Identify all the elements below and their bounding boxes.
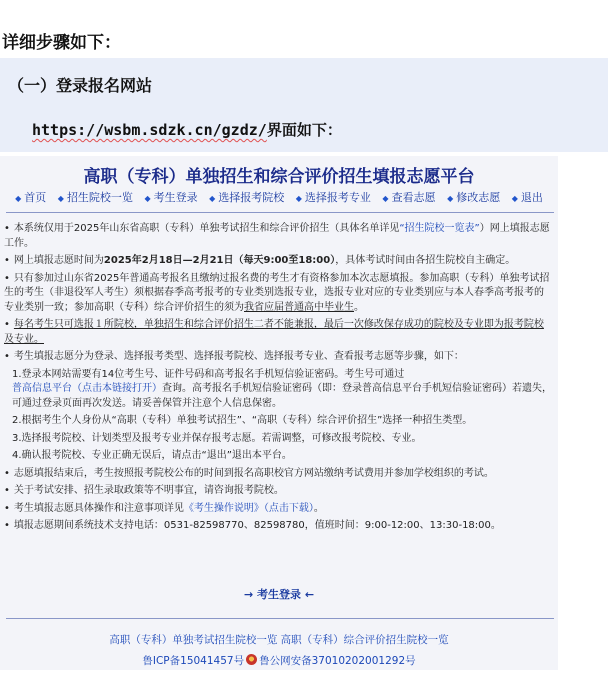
list-item: • 志愿填报结束后，考生按照报考院校公布的时间到报名高职校官方网站缴纳考试费用并参加学校组织的考试。 <box>4 467 494 479</box>
nav-item-edit-choices[interactable]: ◆ 修改志愿 <box>447 191 501 204</box>
list-item: • 填报志愿期间系统技术支持电话：0531-82598770、82598780，值班时间：9:00-12:00、13:30-18:00。 <box>4 520 501 531</box>
nav-item-login[interactable]: ◆ 考生登录 <box>144 191 198 204</box>
nav-item-choose-college[interactable]: ◆ 选择报考院校 <box>209 191 285 204</box>
diamond-bullet-icon: ◆ <box>382 194 389 203</box>
step-item: 3.选择报考院校、计划类型及报考专业并保存报考志愿。若需调整，可修改报考院校、专业。 <box>12 432 422 444</box>
site-title: 高职（专科）单独招生和综合评价招生填报志愿平台 <box>83 167 475 187</box>
list-item: • 本系统仅用于2025年山东省高职（专科）单独考试招生和综合评价招生（具体名单详见“招生院校一览表”）网上填报志愿工作。 <box>4 223 550 249</box>
list-item: • 每名考生只可选报１所院校，单独招生和综合评价招生二者不能兼报，最后一次修改保存成功的院校及专业即为报考院校及专业。 <box>4 319 544 345</box>
notice-list <box>4 222 552 537</box>
footer-divider <box>6 618 554 619</box>
list-item: • 考生填报志愿具体操作和注意事项详见《考生操作说明》（点击下载）。 <box>4 502 324 514</box>
step-item: 1.登录本网站需要有14位考生号、证件号码和高考报名手机短信验证密码。考生号可通过普高信息平台（点击本链接打开）查询。高考报名手机短信验证密码（即：登录普高信息平台手机短信验证密码）若遗失，可通过登录页面再次发送。请妥善保管并注意个人信息保密。 <box>12 368 552 409</box>
nav-item-college-list[interactable]: ◆ 招生院校一览 <box>57 191 133 204</box>
step-item: 4.确认报考院校、专业正确无误后，请点击“退出”退出本平台。 <box>12 450 292 461</box>
login-link[interactable]: → 考生登录 ← <box>243 588 315 601</box>
footer-link-comprehensive[interactable]: 高职（专科）综合评价招生院校一览 <box>280 634 449 646</box>
college-list-link[interactable]: “招生院校一览表” <box>399 223 480 234</box>
list-item: • 考生填报志愿分为登录、选择报考类型、选择报考院校、选择报考专业、查看报考志愿等步骤，如下： <box>4 351 464 362</box>
nav-item-choose-major[interactable]: ◆ 选择报考专业 <box>295 191 371 204</box>
guide-download-link[interactable]: 《考生操作说明》（点击下载） <box>183 502 314 514</box>
nav-item-logout[interactable]: ◆ 退出 <box>511 191 543 204</box>
platform-screenshot <box>0 156 558 670</box>
list-item: • 只有参加过山东省2025年普通高考报名且缴纳过报名费的考生才有资格参加本次志愿填报。参加高职（专科）单独考试招生的考生（非退役军人考生）须根据春季高考报考的专业类别选报专业，选报专业对应的专业类别应与本人春季高考报考的专业类别一致；参加高职（专科）综合评价招生的须为我省应届普通高中毕业生。 <box>4 272 550 313</box>
url-line <box>32 119 342 140</box>
site-nav <box>0 189 558 205</box>
nav-divider <box>6 212 554 213</box>
footer-links <box>0 632 558 647</box>
diamond-bullet-icon: ◆ <box>295 194 302 203</box>
icp-record[interactable]: 鲁ICP备15041457号 <box>142 655 245 667</box>
diamond-bullet-icon: ◆ <box>15 194 22 203</box>
site-url[interactable]: https://wsbm.sdzk.cn/gzdz/ <box>32 121 267 139</box>
diamond-bullet-icon: ◆ <box>144 194 151 203</box>
diamond-bullet-icon: ◆ <box>447 194 454 203</box>
police-record[interactable]: 鲁公网安备37010202001292号 <box>259 655 416 667</box>
diamond-bullet-icon: ◆ <box>209 194 216 203</box>
info-platform-link[interactable]: 普高信息平台（点击本链接打开） <box>12 383 162 394</box>
diamond-bullet-icon: ◆ <box>511 194 518 203</box>
nav-item-home[interactable]: ◆ 首页 <box>15 191 47 204</box>
footer-records <box>0 653 558 668</box>
step-item: 2.根据考生个人身份从“高职（专科）单独考试招生”、“高职（专科）综合评价招生”选择一种招生类型。 <box>12 415 473 426</box>
section-title: （一）登录报名网站 <box>8 76 153 95</box>
list-item: • 网上填报志愿时间为2025年2月18日—2月21日（每天9:00至18:00），具体考试时间由各招生院校自主确定。 <box>4 255 516 266</box>
url-suffix: 界面如下： <box>266 121 342 139</box>
diamond-bullet-icon: ◆ <box>57 194 64 203</box>
doc-heading: 详细步骤如下： <box>2 33 121 53</box>
footer-link-single-exam[interactable]: 高职（专科）单独考试招生院校一览 <box>109 634 278 646</box>
nav-item-view-choices[interactable]: ◆ 查看志愿 <box>382 191 436 204</box>
police-badge-icon <box>246 654 257 665</box>
list-item: • 关于考试安排、招生录取政策等不明事宜，请咨询报考院校。 <box>4 485 284 496</box>
